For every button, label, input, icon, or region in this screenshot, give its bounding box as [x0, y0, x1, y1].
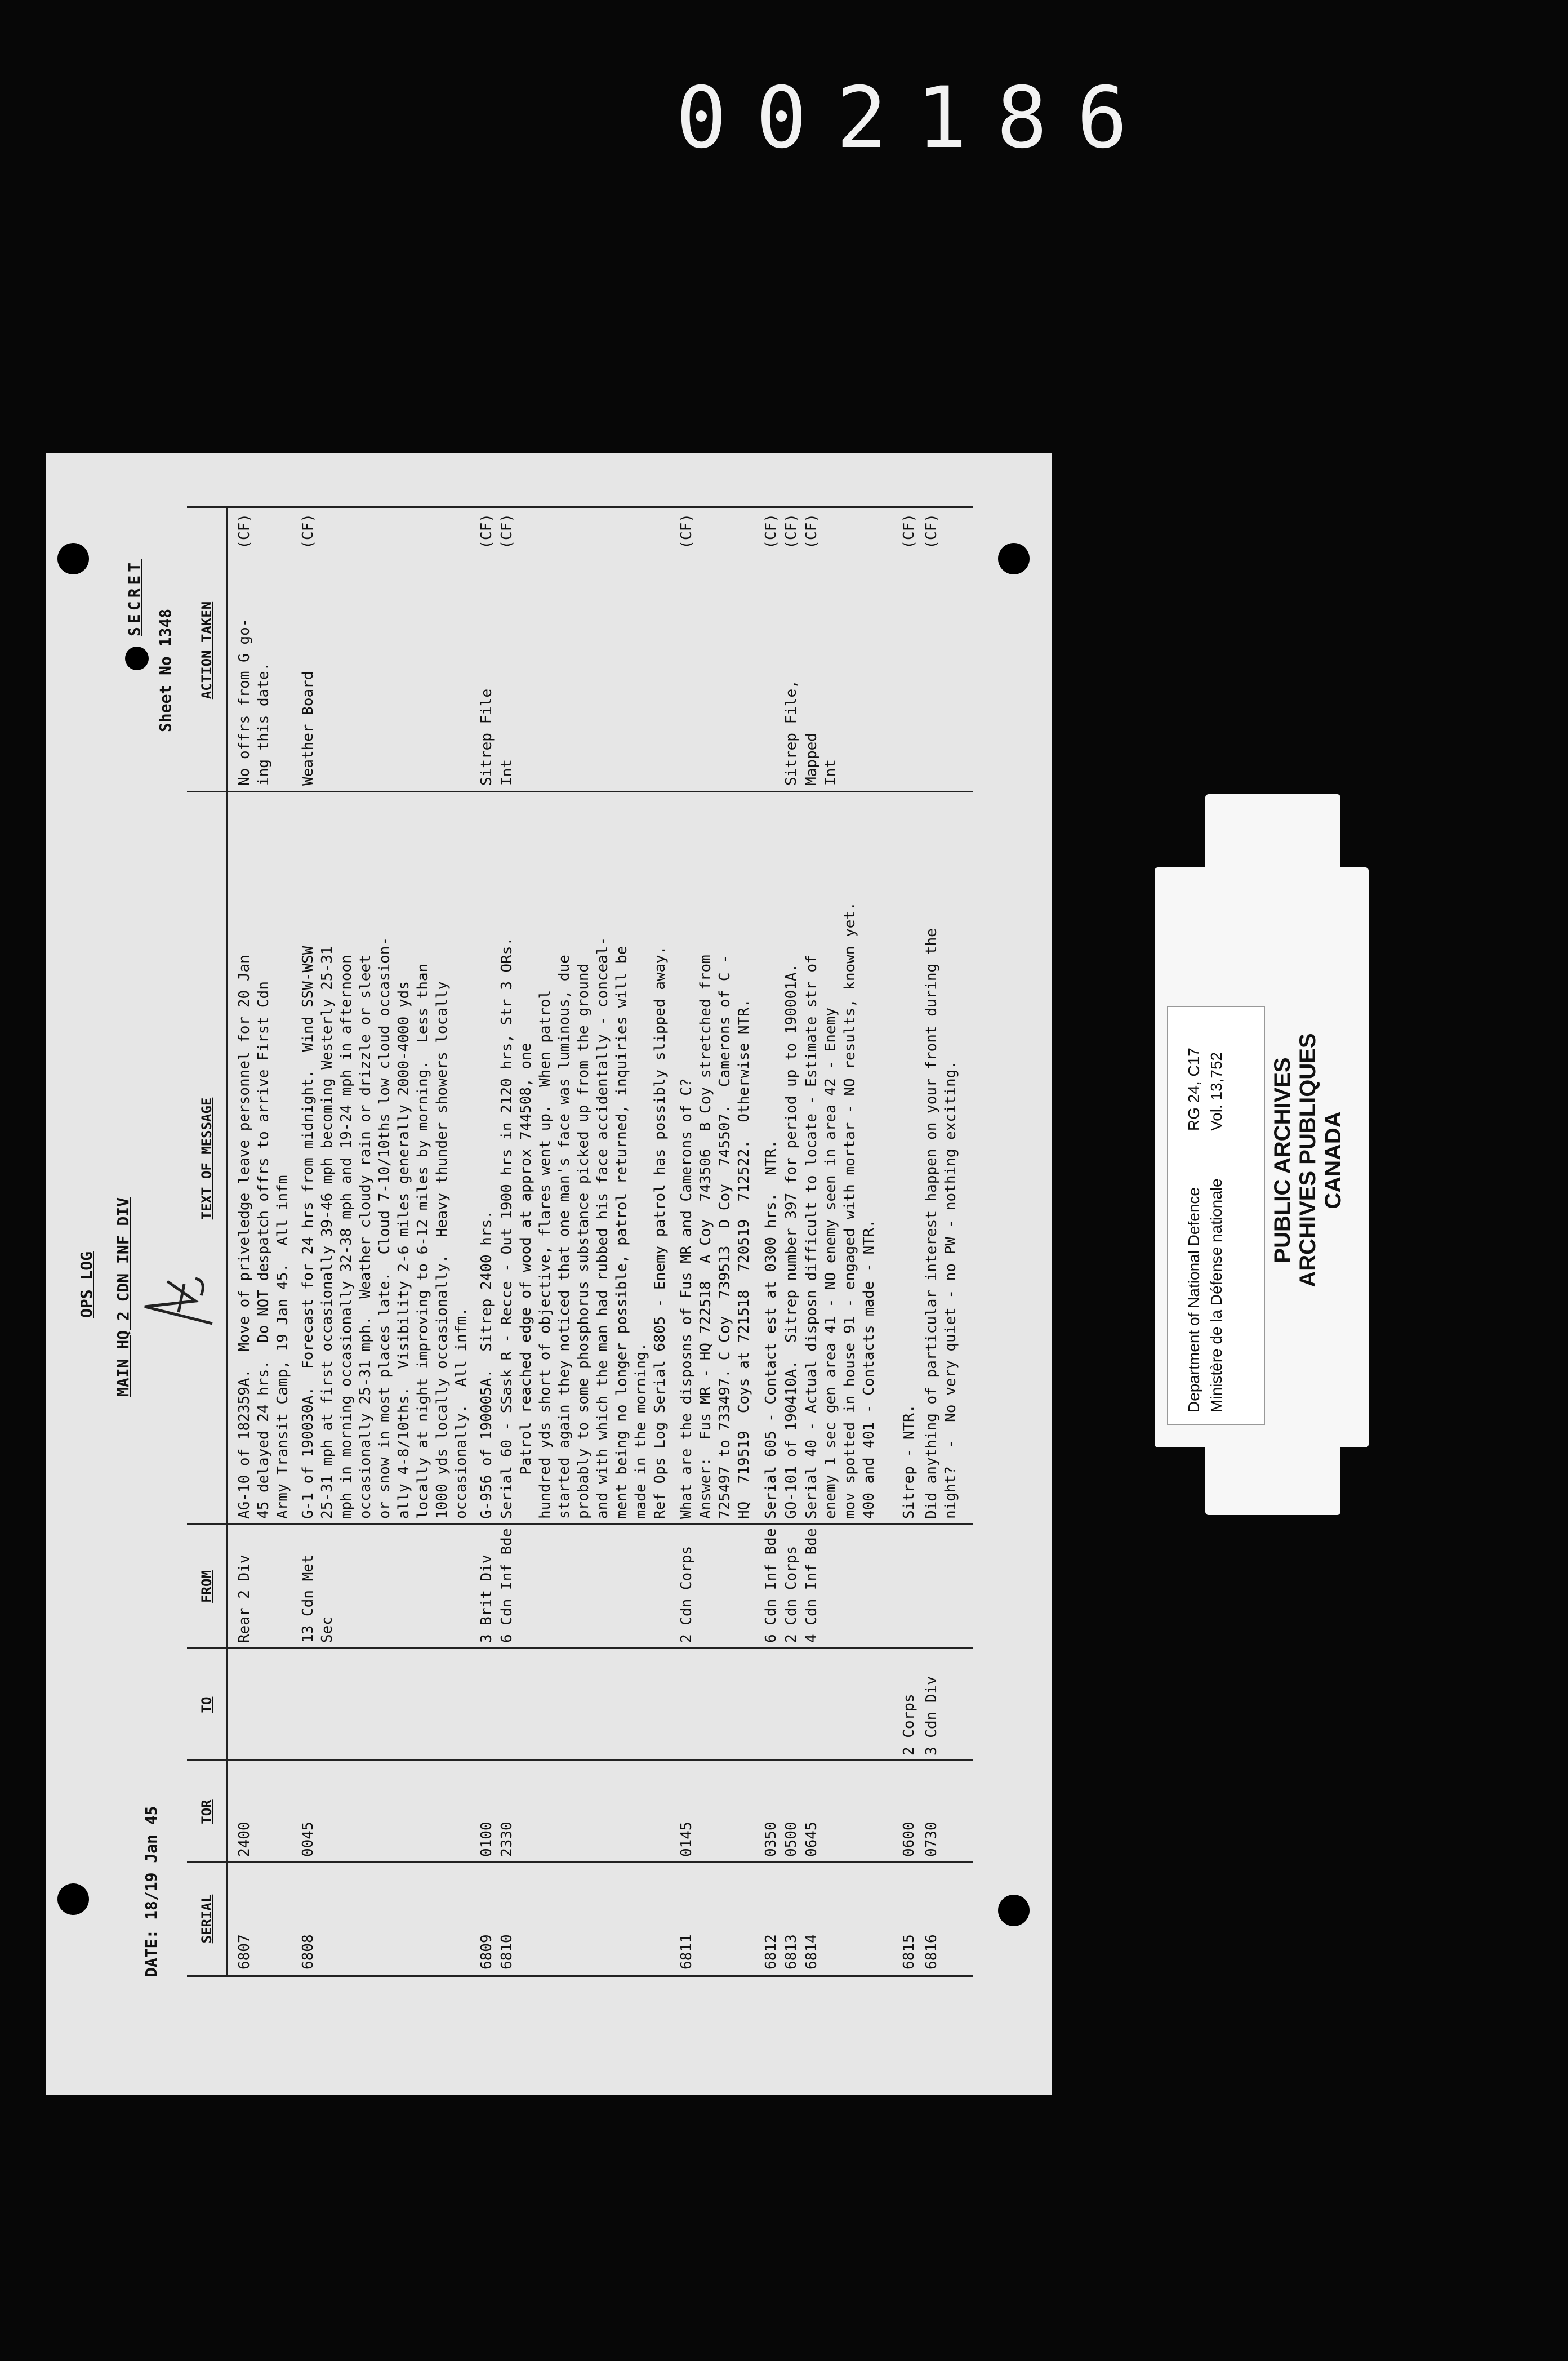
cell-tor: 0600 — [901, 1821, 917, 1857]
cell-action — [235, 508, 297, 792]
microfilm-frame-number: 002186 — [676, 69, 1157, 167]
punch-hole-bottom-right — [998, 543, 1030, 574]
cell-text: AG-10 of 182359A. Move of priveledge leave personnel for 20 Jan 45 delayed 24 hrs. Do NOT despatch offrs to arrive First Cdn Army Transit Camp, 19 Jan 45. All infm — [236, 955, 291, 1519]
volume-number: Vol. 13,752 — [1208, 1052, 1225, 1131]
table-row — [782, 508, 802, 1975]
action-note: Int — [498, 759, 515, 786]
cell-from: 13 Cdn Met Sec — [300, 1554, 336, 1643]
cell-to — [802, 1649, 881, 1761]
cell-serial: 6807 — [236, 1934, 253, 1970]
cell-tor: 2330 — [498, 1821, 515, 1857]
cell-tor: 0730 — [923, 1821, 940, 1857]
cell-serial: 6810 — [498, 1934, 515, 1970]
archive-title-en: PUBLIC ARCHIVES — [1270, 1057, 1295, 1263]
archive-reference-box — [1167, 1006, 1265, 1425]
archive-label-card — [1155, 867, 1369, 1447]
action-note: Mapped Int — [803, 733, 839, 786]
action-note: No offrs from G go- ing this date. — [236, 618, 272, 786]
date-value: 18/19 Jan 45 — [142, 1806, 161, 1920]
table-row — [299, 508, 473, 1975]
cell-action — [497, 508, 672, 792]
action-note: Weather Board — [300, 671, 317, 786]
cell-from: 4 Cdn Inf Bde — [803, 1528, 820, 1643]
cell-action — [802, 508, 881, 792]
cell-serial: 6811 — [678, 1934, 695, 1970]
cell-serial: 6813 — [783, 1934, 800, 1970]
cell-tor: 0145 — [678, 1821, 695, 1857]
cell-to — [299, 1649, 473, 1761]
cell-to — [782, 1649, 802, 1761]
cell-to — [477, 1649, 497, 1761]
cell-action — [299, 508, 473, 792]
archive-title-fr: ARCHIVES PUBLIQUES — [1295, 1033, 1320, 1288]
action-cf: (CF) — [678, 514, 695, 549]
col-header-text: TEXT OF MESSAGE — [199, 1097, 215, 1220]
cell-from — [922, 1525, 964, 1649]
ops-log-table — [187, 506, 973, 1977]
action-cf: (CF) — [803, 514, 820, 549]
cell-serial: 6812 — [763, 1934, 779, 1970]
archive-label-content — [1155, 867, 1369, 1447]
col-header-tor: TOR — [199, 1799, 215, 1824]
cell-to: 2 Corps — [901, 1694, 917, 1756]
table-row — [477, 508, 497, 1975]
archive-country: CANADA — [1321, 1111, 1346, 1209]
cell-from: 2 Cdn Corps — [678, 1545, 695, 1643]
department-fr: Ministère de la Défense nationale — [1208, 1178, 1225, 1413]
cell-text: G-956 of 190005A. Sitrep 2400 hrs. — [478, 1210, 495, 1519]
table-row — [235, 508, 297, 1975]
table-row — [922, 508, 964, 1975]
table-row — [802, 508, 881, 1975]
cell-action — [899, 508, 920, 792]
record-group: RG 24, C17 — [1185, 1048, 1202, 1131]
cell-serial: 6808 — [300, 1934, 317, 1970]
punch-hole-top-right — [57, 543, 89, 574]
punch-hole-bottom-left — [998, 1895, 1030, 1926]
action-cf: (CF) — [478, 514, 495, 549]
col-header-from: FROM — [199, 1570, 215, 1603]
action-cf: (CF) — [763, 514, 779, 549]
department-en: Department of National Defence — [1185, 1187, 1202, 1413]
ops-log-sheet — [46, 453, 1052, 2095]
cell-action — [677, 508, 756, 792]
table-header-row — [187, 508, 228, 1975]
cell-action — [922, 508, 964, 792]
action-cf: (CF) — [923, 514, 940, 549]
cell-to — [677, 1649, 756, 1761]
date-label: DATE: — [142, 1929, 161, 1977]
cell-tor: 0645 — [803, 1821, 820, 1857]
col-header-action: ACTION TAKEN — [199, 601, 215, 700]
action-cf: (CF) — [901, 514, 917, 549]
cell-from: 6 Cdn Inf Bde — [498, 1528, 515, 1643]
cell-text: Did anything of particular interest happen on your front during the night? - No very quiet - no PW - nothing exciting. — [923, 928, 959, 1519]
date-row — [142, 1806, 161, 1977]
cell-from: 6 Cdn Inf Bde — [763, 1528, 779, 1643]
cell-action — [477, 508, 497, 792]
cell-tor: 0045 — [300, 1821, 317, 1857]
action-cf: (CF) — [300, 514, 317, 549]
cell-action — [761, 508, 782, 792]
cell-from: 3 Brit Div — [478, 1554, 495, 1643]
table-row — [761, 508, 782, 1975]
cell-serial: 6816 — [923, 1934, 940, 1970]
action-cf: (CF) — [783, 514, 800, 549]
sheet-number-row — [156, 609, 175, 732]
action-cf: (CF) — [236, 514, 253, 549]
cell-text: Sitrep - NTR. — [901, 1404, 917, 1519]
table-row — [899, 508, 920, 1975]
unit-title: MAIN HQ 2 CDN INF DIV — [114, 1197, 132, 1397]
cell-to: 3 Cdn Div — [923, 1676, 940, 1756]
cell-from: 2 Cdn Corps — [783, 1545, 800, 1643]
cell-action — [782, 508, 802, 792]
cell-text: G-1 of 190030A. Forecast for 24 hrs from midnight. Wind SSW-WSW 25-31 mph at first occasionally 39-46 mph becoming Westerly 25-31 mph in morning occasionally 32-38 mph and 19-24 mph in afternoon occasionally 25-31 mph. Weather cloudy rain or drizzle or sleet or snow in most places late. Cloud 7-10/10ths low cloud occasion- ally 4-8/10ths. Visibility 2-6 miles generally 2000-4000 yds locally at night improving to 6-12 miles by morning. Less than 1000 yds locally occasionally. Heavy thunder showers locally occasionally. All infm. — [300, 937, 470, 1519]
cell-text: GO-101 of 190410A. Sitrep number 397 for period up to 190001A. — [783, 963, 800, 1519]
document-sheet-holder — [46, 453, 1052, 2095]
cell-tor: 2400 — [236, 1821, 253, 1857]
log-title: OPS LOG — [77, 1251, 96, 1318]
col-header-to: TO — [199, 1696, 215, 1713]
cell-text: Serial 40 - Actual disposn difficult to locate - Estimate str of enemy 1 sec gen area 41 - NO enemy seen in area 42 - Enemy mov spotted in house 91 - engaged with mortar - NO results, known yet. 400 and 401 - Contacts made - NTR. — [803, 902, 877, 1519]
table-row — [497, 508, 672, 1975]
cell-tor: 0350 — [763, 1821, 779, 1857]
cell-to — [235, 1649, 297, 1761]
action-note: Sitrep File — [478, 688, 495, 786]
cell-tor: 0500 — [783, 1821, 800, 1857]
cell-text: Serial 60 - SSask R - Recce - Out 1900 hrs in 2120 hrs, Str 3 ORs. Patrol reached edge of wood at approx 744508, one hundred yds short of objective, flares went up. When patrol started again they noticed that one man's face was luminous, due probably to some phosphorus substance picked up from the ground and with which the man had rubbed his face accidentally - conceal- ment being no longer possible, patrol returned, inquiries will be made in the morning. Ref Ops Log Serial 6805 - Enemy patrol has possibly slipped away. — [498, 937, 669, 1519]
cell-from: Rear 2 Div — [236, 1554, 253, 1643]
cell-tor: 0100 — [478, 1821, 495, 1857]
cell-to — [761, 1649, 782, 1761]
classification-label: SECRET — [125, 559, 144, 636]
action-cf: (CF) — [498, 514, 515, 549]
col-header-serial: SERIAL — [199, 1894, 215, 1944]
action-note: Sitrep File, — [783, 680, 800, 786]
sheet-label: Sheet No — [156, 656, 175, 732]
cell-text: Serial 605 - Contact est at 0300 hrs. NTR. — [763, 1139, 779, 1519]
cell-serial: 6815 — [901, 1934, 917, 1970]
table-row — [677, 508, 756, 1975]
sheet-number: 1348 — [156, 608, 175, 647]
cell-serial: 6814 — [803, 1934, 820, 1970]
punch-hole-heading — [125, 647, 149, 670]
cell-from — [899, 1525, 920, 1649]
cell-to — [497, 1649, 672, 1761]
cell-text: What are the disposns of Fus MR and Camerons of C? Answer: Fus MR - HQ 722518 A Coy 743506 B Coy stretched from 725497 to 733497. C Coy 739513 D Coy 745507. Camerons of C - HQ 719519 Coys at 721518 720519 712522. Otherwise NTR. — [678, 955, 752, 1519]
punch-hole-top-left — [57, 1883, 89, 1915]
cell-serial: 6809 — [478, 1934, 495, 1970]
